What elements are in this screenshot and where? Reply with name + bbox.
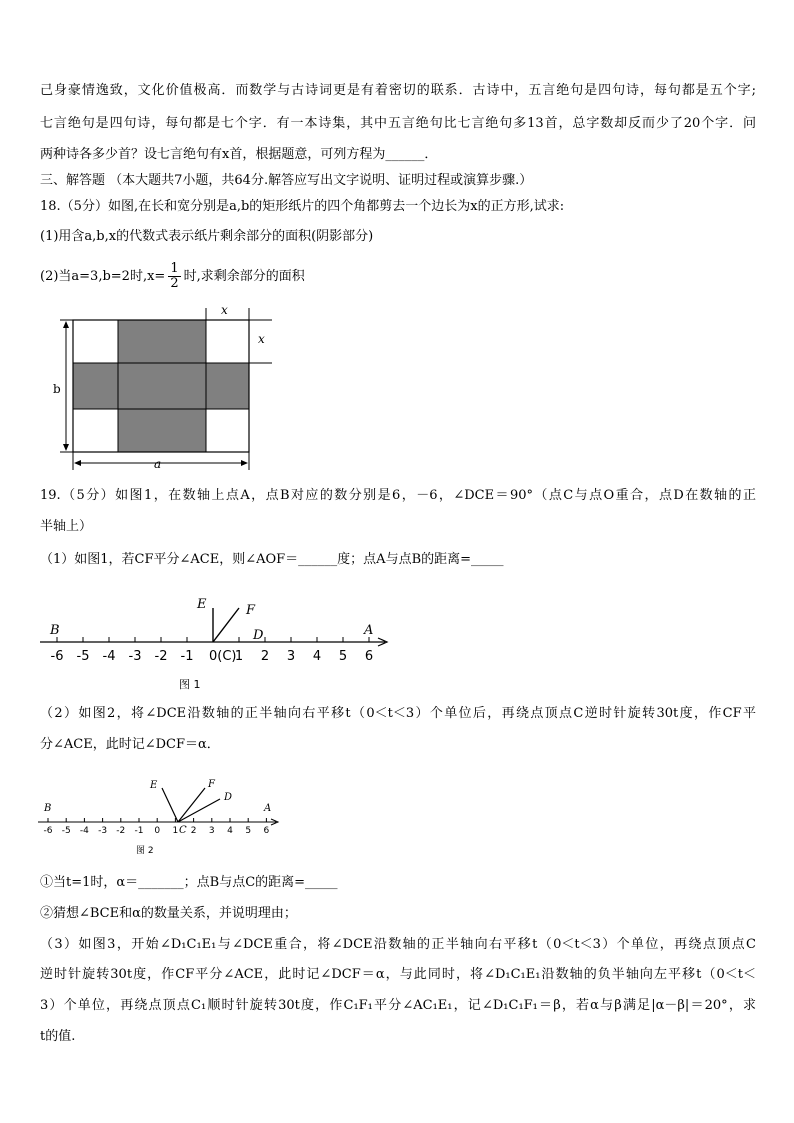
tick-label: 6 xyxy=(364,649,374,664)
label-B: B xyxy=(50,623,60,638)
tick-label: 0(C) xyxy=(209,649,237,664)
q19-part2-line-1: （2）如图2，将∠DCE沿数轴的正半轴向右平移t（0＜t＜3）个单位后，再绕点顶点C逆时针旋转30t度，作CF平 xyxy=(40,706,756,721)
ray-CF xyxy=(178,788,205,822)
figure-2-caption: 图 2 xyxy=(136,846,154,856)
tick-label: 1 xyxy=(234,649,244,664)
shaded-bottom xyxy=(118,409,206,452)
q19-part2-question-a: ①当t=1时，α＝_______；点B与点C的距离=_____ xyxy=(40,875,338,890)
fraction-denominator: 2 xyxy=(170,276,179,291)
tick-label: -4 xyxy=(79,826,89,836)
tick-label: -6 xyxy=(50,649,64,664)
label-E: E xyxy=(150,780,158,791)
figure-1-caption: 图 1 xyxy=(179,678,201,691)
section-heading: 三、解答题 （本大题共7小题，共64分.解答应写出文字说明、证明过程或演算步骤.） xyxy=(40,173,533,188)
poem-text-line-2: 七言绝句是四句诗，每句都是七个字．有一本诗集，其中五言绝句比七言绝句多13首，总字数却反而少了20个字．问 xyxy=(40,116,756,131)
tick-label: -4 xyxy=(102,649,116,664)
q18-part2-text-b: 时,求剩余部分的面积 xyxy=(183,269,305,284)
tick-label: -3 xyxy=(128,649,142,664)
number-line-figure-1 xyxy=(40,592,400,697)
tick-label: 5 xyxy=(245,826,252,836)
tick-label: -2 xyxy=(154,649,168,664)
label-C: C xyxy=(179,825,187,836)
label-F: F xyxy=(246,603,256,618)
tick-label: 1 xyxy=(172,826,179,836)
tick-label: -5 xyxy=(76,649,90,664)
shaded-middle xyxy=(73,363,249,409)
label-B: B xyxy=(44,803,52,814)
q19-heading-line-1: 19.（5分）如图1，在数轴上点A，点B对应的数分别是6，－6，∠DCE＝90°（点C与点O重合，点D在数轴的正 xyxy=(40,488,756,503)
poem-text-line-1: 己身豪情逸致，文化价值极高．而数学与古诗词更是有着密切的联系．古诗中，五言绝句是四句诗，每句都是五个字; xyxy=(40,83,756,98)
tick-label: -6 xyxy=(43,826,53,836)
fraction-one-half xyxy=(168,262,180,291)
tick-label: -1 xyxy=(180,649,194,664)
q19-part3-line-4: t的值. xyxy=(40,1029,76,1044)
tick-label: -5 xyxy=(61,826,71,836)
tick-label: 4 xyxy=(227,826,233,836)
label-x-top: x xyxy=(221,303,228,317)
tick-label: -3 xyxy=(98,826,108,836)
poem-text-line-3: 两种诗各多少首？设七言绝句有x首，根据题意，可列方程为______． xyxy=(40,147,438,162)
ray-CF xyxy=(213,608,239,642)
q19-part3-line-1: （3）如图3，开始∠D₁C₁E₁与∠DCE重合，将∠DCE沿数轴的正半轴向右平移t（0＜t＜3）个单位，再绕点顶点C xyxy=(40,937,756,952)
tick-label: 5 xyxy=(338,649,348,664)
label-D: D xyxy=(253,628,264,643)
tick-label: 0 xyxy=(154,826,161,836)
ray-CE xyxy=(162,788,178,822)
q18-rectangle-figure xyxy=(40,300,280,475)
tick-label: 2 xyxy=(260,649,270,664)
tick-label: 6 xyxy=(263,826,270,836)
tick-label: 2 xyxy=(190,826,197,836)
q19-heading-line-2: 半轴上） xyxy=(40,519,93,534)
q19-part2-question-b: ②猜想∠BCE和α的数量关系，并说明理由； xyxy=(40,906,297,921)
label-b: b xyxy=(53,382,61,396)
tick-label: -1 xyxy=(134,826,144,836)
label-A: A xyxy=(264,803,272,814)
label-F: F xyxy=(208,779,215,790)
tick-label: -2 xyxy=(116,826,126,836)
q18-part2-text-a: (2)当a=3,b=2时,x= xyxy=(40,269,166,284)
q19-part2-line-2: 分∠ACE，此时记∠DCF＝α． xyxy=(40,737,220,752)
q18-part1: (1)用含a,b,x的代数式表示纸片剩余部分的面积(阴影部分) xyxy=(40,229,374,244)
q19-part1: （1）如图1，若CF平分∠ACE，则∠AOF＝______度；点A与点B的距离=_____ xyxy=(40,552,504,567)
ray-CD xyxy=(178,799,220,822)
label-A: A xyxy=(364,623,374,638)
label-a: a xyxy=(154,457,162,471)
shaded-top xyxy=(118,320,206,363)
tick-label: 3 xyxy=(286,649,296,664)
tick-label: 3 xyxy=(208,826,215,836)
label-D: D xyxy=(224,792,233,803)
q18-heading: 18.（5分）如图,在长和宽分别是a,b的矩形纸片的四个角都剪去一个边长为x的正方形,试求: xyxy=(40,199,565,214)
number-line-figure-2 xyxy=(38,772,288,862)
tick-label: 4 xyxy=(312,649,322,664)
q19-part3-line-3: 3）个单位，再绕点顶点C₁顺时针旋转30t度，作C₁F₁平分∠AC₁E₁，记∠D₁C₁F₁＝β，若α与β满足|α－β|＝20°，求 xyxy=(40,998,756,1013)
q19-part3-line-2: 逆时针旋转30t度，作CF平分∠ACE，此时记∠DCF＝α，与此同时，将∠D₁C₁E₁沿数轴的负半轴向左平移t（0＜t＜ xyxy=(40,967,756,982)
q18-part2 xyxy=(40,262,756,291)
fraction-numerator: 1 xyxy=(170,261,179,276)
label-x-right: x xyxy=(258,332,265,346)
label-E: E xyxy=(197,597,207,612)
